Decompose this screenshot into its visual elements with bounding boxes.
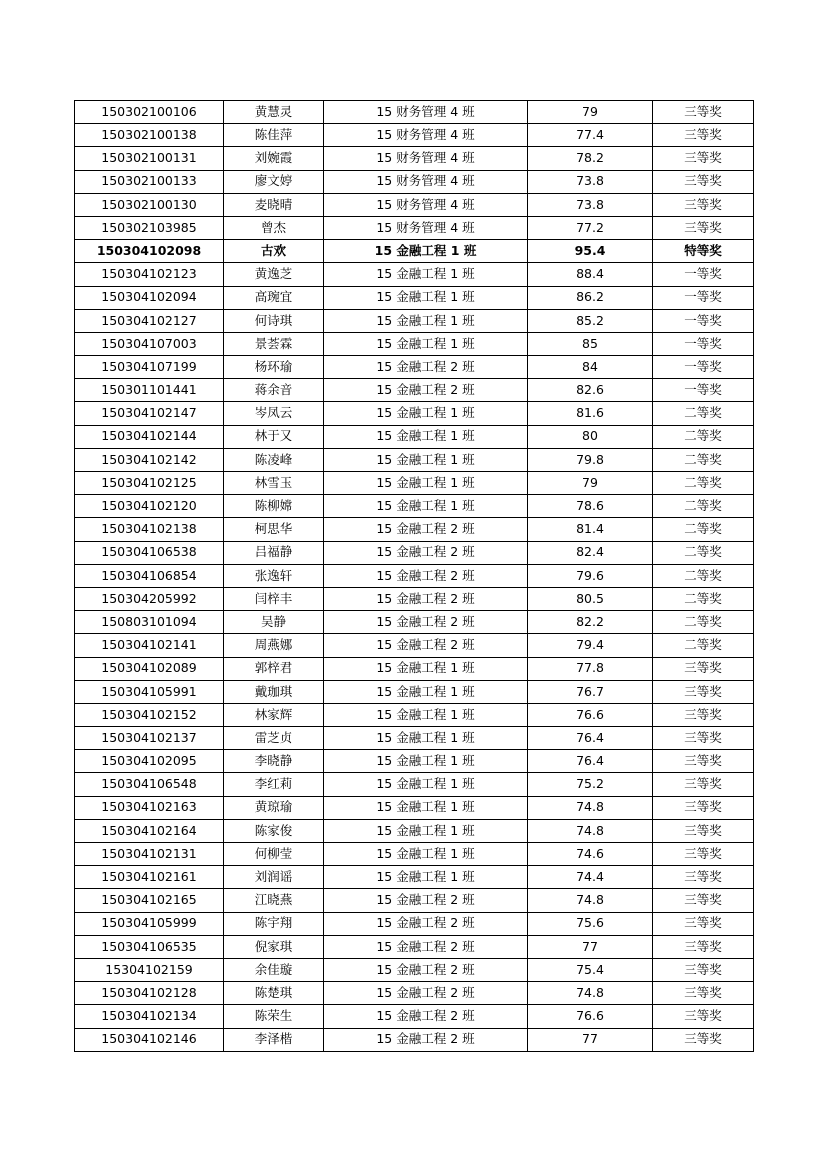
student-id-cell: 150304102161 (75, 866, 224, 889)
award-level-cell: 三等奖 (653, 680, 754, 703)
award-level-cell: 一等奖 (653, 286, 754, 309)
student-id-cell: 150304102147 (75, 402, 224, 425)
class-name-cell: 15 金融工程 2 班 (324, 587, 528, 610)
award-level-cell: 二等奖 (653, 472, 754, 495)
award-level-cell: 特等奖 (653, 240, 754, 263)
class-name-cell: 15 财务管理 4 班 (324, 101, 528, 124)
score-cell: 81.6 (528, 402, 653, 425)
table-row (75, 147, 754, 170)
table-row (75, 912, 754, 935)
table-row (75, 240, 754, 263)
award-level-cell: 二等奖 (653, 564, 754, 587)
award-level-cell: 三等奖 (653, 935, 754, 958)
table-row (75, 541, 754, 564)
award-level-cell: 三等奖 (653, 193, 754, 216)
score-cell: 85 (528, 332, 653, 355)
student-id-cell: 150304102164 (75, 819, 224, 842)
student-id-cell: 150304106538 (75, 541, 224, 564)
student-id-cell: 150304102144 (75, 425, 224, 448)
student-name-cell: 陈楚琪 (224, 982, 324, 1005)
student-name-cell: 高琬宜 (224, 286, 324, 309)
student-name-cell: 陈佳萍 (224, 124, 324, 147)
student-name-cell: 林家辉 (224, 703, 324, 726)
class-name-cell: 15 金融工程 2 班 (324, 634, 528, 657)
score-cell: 78.6 (528, 495, 653, 518)
table-row (75, 750, 754, 773)
table-row (75, 518, 754, 541)
award-level-cell: 一等奖 (653, 263, 754, 286)
class-name-cell: 15 金融工程 2 班 (324, 518, 528, 541)
student-id-cell: 150304102123 (75, 263, 224, 286)
award-level-cell: 三等奖 (653, 889, 754, 912)
class-name-cell: 15 金融工程 1 班 (324, 495, 528, 518)
student-id-cell: 150304102095 (75, 750, 224, 773)
award-table-body (75, 101, 754, 1052)
class-name-cell: 15 金融工程 1 班 (324, 727, 528, 750)
table-row (75, 982, 754, 1005)
table-row (75, 958, 754, 981)
class-name-cell: 15 金融工程 1 班 (324, 796, 528, 819)
score-cell: 74.8 (528, 889, 653, 912)
student-name-cell: 蒋余音 (224, 379, 324, 402)
class-name-cell: 15 金融工程 1 班 (324, 773, 528, 796)
table-row (75, 1005, 754, 1028)
award-level-cell: 三等奖 (653, 796, 754, 819)
award-level-cell: 一等奖 (653, 309, 754, 332)
student-name-cell: 周燕娜 (224, 634, 324, 657)
class-name-cell: 15 金融工程 2 班 (324, 379, 528, 402)
student-id-cell: 150304102131 (75, 843, 224, 866)
table-row (75, 866, 754, 889)
award-level-cell: 三等奖 (653, 170, 754, 193)
student-id-cell: 150304107003 (75, 332, 224, 355)
score-cell: 84 (528, 356, 653, 379)
table-row (75, 680, 754, 703)
award-level-cell: 三等奖 (653, 750, 754, 773)
score-cell: 95.4 (528, 240, 653, 263)
table-row (75, 332, 754, 355)
score-cell: 82.2 (528, 611, 653, 634)
student-name-cell: 柯思华 (224, 518, 324, 541)
student-name-cell: 廖文婷 (224, 170, 324, 193)
class-name-cell: 15 财务管理 4 班 (324, 147, 528, 170)
class-name-cell: 15 金融工程 1 班 (324, 448, 528, 471)
student-id-cell: 150302100131 (75, 147, 224, 170)
score-cell: 75.4 (528, 958, 653, 981)
class-name-cell: 15 金融工程 1 班 (324, 819, 528, 842)
student-name-cell: 刘润谣 (224, 866, 324, 889)
student-id-cell: 150304102120 (75, 495, 224, 518)
score-cell: 74.6 (528, 843, 653, 866)
score-cell: 82.6 (528, 379, 653, 402)
student-name-cell: 李晓静 (224, 750, 324, 773)
student-name-cell: 杨环瑜 (224, 356, 324, 379)
table-row (75, 124, 754, 147)
class-name-cell: 15 金融工程 1 班 (324, 240, 528, 263)
student-id-cell: 150302100130 (75, 193, 224, 216)
score-cell: 81.4 (528, 518, 653, 541)
student-name-cell: 林于又 (224, 425, 324, 448)
award-level-cell: 三等奖 (653, 773, 754, 796)
student-id-cell: 150304102128 (75, 982, 224, 1005)
table-row (75, 843, 754, 866)
student-id-cell: 150304102165 (75, 889, 224, 912)
student-name-cell: 何诗琪 (224, 309, 324, 332)
table-row (75, 402, 754, 425)
score-cell: 76.6 (528, 703, 653, 726)
class-name-cell: 15 金融工程 1 班 (324, 286, 528, 309)
score-cell: 82.4 (528, 541, 653, 564)
student-name-cell: 何柳莹 (224, 843, 324, 866)
student-name-cell: 吕福静 (224, 541, 324, 564)
class-name-cell: 15 金融工程 2 班 (324, 912, 528, 935)
score-cell: 77 (528, 1028, 653, 1051)
table-row (75, 703, 754, 726)
award-level-cell: 三等奖 (653, 216, 754, 239)
class-name-cell: 15 金融工程 2 班 (324, 935, 528, 958)
class-name-cell: 15 金融工程 1 班 (324, 657, 528, 680)
table-row (75, 193, 754, 216)
score-cell: 77.2 (528, 216, 653, 239)
student-name-cell: 麦晓晴 (224, 193, 324, 216)
student-id-cell: 150304105991 (75, 680, 224, 703)
class-name-cell: 15 财务管理 4 班 (324, 216, 528, 239)
student-id-cell: 150302100138 (75, 124, 224, 147)
class-name-cell: 15 金融工程 1 班 (324, 680, 528, 703)
score-cell: 80.5 (528, 587, 653, 610)
student-id-cell: 150302100133 (75, 170, 224, 193)
class-name-cell: 15 金融工程 1 班 (324, 703, 528, 726)
award-table (74, 100, 754, 1052)
score-cell: 86.2 (528, 286, 653, 309)
score-cell: 79.4 (528, 634, 653, 657)
award-level-cell: 三等奖 (653, 124, 754, 147)
student-id-cell: 150304102146 (75, 1028, 224, 1051)
award-level-cell: 三等奖 (653, 147, 754, 170)
table-row (75, 564, 754, 587)
student-id-cell: 150304102089 (75, 657, 224, 680)
award-level-cell: 三等奖 (653, 657, 754, 680)
table-row (75, 889, 754, 912)
class-name-cell: 15 金融工程 1 班 (324, 263, 528, 286)
student-id-cell: 150304205992 (75, 587, 224, 610)
student-id-cell: 150304102125 (75, 472, 224, 495)
class-name-cell: 15 金融工程 1 班 (324, 332, 528, 355)
class-name-cell: 15 财务管理 4 班 (324, 124, 528, 147)
student-name-cell: 古欢 (224, 240, 324, 263)
score-cell: 74.8 (528, 796, 653, 819)
award-level-cell: 三等奖 (653, 982, 754, 1005)
award-level-cell: 二等奖 (653, 425, 754, 448)
score-cell: 88.4 (528, 263, 653, 286)
score-cell: 74.8 (528, 819, 653, 842)
student-id-cell: 150304106548 (75, 773, 224, 796)
table-row (75, 935, 754, 958)
award-level-cell: 二等奖 (653, 402, 754, 425)
student-id-cell: 150301101441 (75, 379, 224, 402)
class-name-cell: 15 金融工程 2 班 (324, 564, 528, 587)
student-name-cell: 李红莉 (224, 773, 324, 796)
student-id-cell: 150304102138 (75, 518, 224, 541)
student-id-cell: 150304107199 (75, 356, 224, 379)
score-cell: 74.4 (528, 866, 653, 889)
student-id-cell: 150304106535 (75, 935, 224, 958)
score-cell: 77.8 (528, 657, 653, 680)
score-cell: 79.8 (528, 448, 653, 471)
student-name-cell: 陈荣生 (224, 1005, 324, 1028)
student-name-cell: 黄逸芝 (224, 263, 324, 286)
table-row (75, 727, 754, 750)
student-id-cell: 150803101094 (75, 611, 224, 634)
award-list-sheet (74, 100, 754, 1052)
student-name-cell: 陈凌峰 (224, 448, 324, 471)
score-cell: 75.6 (528, 912, 653, 935)
table-row (75, 587, 754, 610)
student-name-cell: 陈宇翔 (224, 912, 324, 935)
class-name-cell: 15 金融工程 1 班 (324, 866, 528, 889)
table-row (75, 356, 754, 379)
table-row (75, 448, 754, 471)
award-level-cell: 二等奖 (653, 587, 754, 610)
score-cell: 79 (528, 472, 653, 495)
student-id-cell: 150304102142 (75, 448, 224, 471)
student-name-cell: 雷芝贞 (224, 727, 324, 750)
table-row (75, 611, 754, 634)
student-name-cell: 景荟霖 (224, 332, 324, 355)
student-name-cell: 岑凤云 (224, 402, 324, 425)
table-row (75, 773, 754, 796)
award-level-cell: 三等奖 (653, 703, 754, 726)
table-row (75, 657, 754, 680)
student-name-cell: 曾杰 (224, 216, 324, 239)
student-name-cell: 戴珈琪 (224, 680, 324, 703)
award-level-cell: 二等奖 (653, 518, 754, 541)
student-id-cell: 150304102152 (75, 703, 224, 726)
score-cell: 85.2 (528, 309, 653, 332)
class-name-cell: 15 金融工程 2 班 (324, 889, 528, 912)
class-name-cell: 15 金融工程 1 班 (324, 425, 528, 448)
table-row (75, 472, 754, 495)
class-name-cell: 15 金融工程 2 班 (324, 958, 528, 981)
award-level-cell: 三等奖 (653, 101, 754, 124)
class-name-cell: 15 金融工程 2 班 (324, 541, 528, 564)
class-name-cell: 15 金融工程 1 班 (324, 309, 528, 332)
student-name-cell: 陈柳嫦 (224, 495, 324, 518)
class-name-cell: 15 金融工程 2 班 (324, 1005, 528, 1028)
award-level-cell: 二等奖 (653, 495, 754, 518)
score-cell: 77.4 (528, 124, 653, 147)
class-name-cell: 15 金融工程 1 班 (324, 472, 528, 495)
student-id-cell: 150302100106 (75, 101, 224, 124)
score-cell: 75.2 (528, 773, 653, 796)
score-cell: 78.2 (528, 147, 653, 170)
award-level-cell: 二等奖 (653, 634, 754, 657)
student-name-cell: 陈家俊 (224, 819, 324, 842)
student-id-cell: 150304102134 (75, 1005, 224, 1028)
table-row (75, 495, 754, 518)
table-row (75, 1028, 754, 1051)
award-level-cell: 三等奖 (653, 866, 754, 889)
class-name-cell: 15 金融工程 2 班 (324, 611, 528, 634)
award-level-cell: 二等奖 (653, 448, 754, 471)
student-id-cell: 150304102141 (75, 634, 224, 657)
table-row (75, 170, 754, 193)
student-id-cell: 150302103985 (75, 216, 224, 239)
student-name-cell: 李泽楷 (224, 1028, 324, 1051)
table-row (75, 309, 754, 332)
award-level-cell: 二等奖 (653, 611, 754, 634)
student-id-cell: 150304105999 (75, 912, 224, 935)
table-row (75, 263, 754, 286)
score-cell: 76.4 (528, 750, 653, 773)
student-name-cell: 吴静 (224, 611, 324, 634)
class-name-cell: 15 金融工程 1 班 (324, 402, 528, 425)
award-level-cell: 三等奖 (653, 843, 754, 866)
score-cell: 79.6 (528, 564, 653, 587)
award-level-cell: 二等奖 (653, 541, 754, 564)
student-name-cell: 郭梓君 (224, 657, 324, 680)
award-level-cell: 一等奖 (653, 379, 754, 402)
award-level-cell: 三等奖 (653, 958, 754, 981)
class-name-cell: 15 金融工程 1 班 (324, 843, 528, 866)
score-cell: 76.7 (528, 680, 653, 703)
student-id-cell: 15304102159 (75, 958, 224, 981)
score-cell: 73.8 (528, 170, 653, 193)
score-cell: 77 (528, 935, 653, 958)
student-id-cell: 150304102127 (75, 309, 224, 332)
score-cell: 76.6 (528, 1005, 653, 1028)
class-name-cell: 15 金融工程 2 班 (324, 982, 528, 1005)
table-row (75, 819, 754, 842)
student-id-cell: 150304102094 (75, 286, 224, 309)
student-name-cell: 闫梓丰 (224, 587, 324, 610)
student-name-cell: 余佳璇 (224, 958, 324, 981)
award-level-cell: 三等奖 (653, 819, 754, 842)
student-id-cell: 150304102163 (75, 796, 224, 819)
student-name-cell: 刘婉霞 (224, 147, 324, 170)
award-level-cell: 三等奖 (653, 1028, 754, 1051)
score-cell: 80 (528, 425, 653, 448)
score-cell: 79 (528, 101, 653, 124)
student-id-cell: 150304102137 (75, 727, 224, 750)
score-cell: 76.4 (528, 727, 653, 750)
table-row (75, 379, 754, 402)
table-row (75, 216, 754, 239)
score-cell: 74.8 (528, 982, 653, 1005)
class-name-cell: 15 金融工程 1 班 (324, 750, 528, 773)
table-row (75, 796, 754, 819)
award-level-cell: 三等奖 (653, 1005, 754, 1028)
table-row (75, 425, 754, 448)
class-name-cell: 15 金融工程 2 班 (324, 356, 528, 379)
student-id-cell: 150304106854 (75, 564, 224, 587)
score-cell: 73.8 (528, 193, 653, 216)
award-level-cell: 一等奖 (653, 356, 754, 379)
table-row (75, 101, 754, 124)
table-row (75, 634, 754, 657)
student-name-cell: 张逸轩 (224, 564, 324, 587)
class-name-cell: 15 金融工程 2 班 (324, 1028, 528, 1051)
student-name-cell: 黄慧灵 (224, 101, 324, 124)
student-name-cell: 倪家琪 (224, 935, 324, 958)
award-level-cell: 一等奖 (653, 332, 754, 355)
class-name-cell: 15 财务管理 4 班 (324, 193, 528, 216)
class-name-cell: 15 财务管理 4 班 (324, 170, 528, 193)
student-name-cell: 林雪玉 (224, 472, 324, 495)
award-level-cell: 三等奖 (653, 727, 754, 750)
student-id-cell: 150304102098 (75, 240, 224, 263)
award-level-cell: 三等奖 (653, 912, 754, 935)
student-name-cell: 黄琼瑜 (224, 796, 324, 819)
student-name-cell: 江晓燕 (224, 889, 324, 912)
table-row (75, 286, 754, 309)
